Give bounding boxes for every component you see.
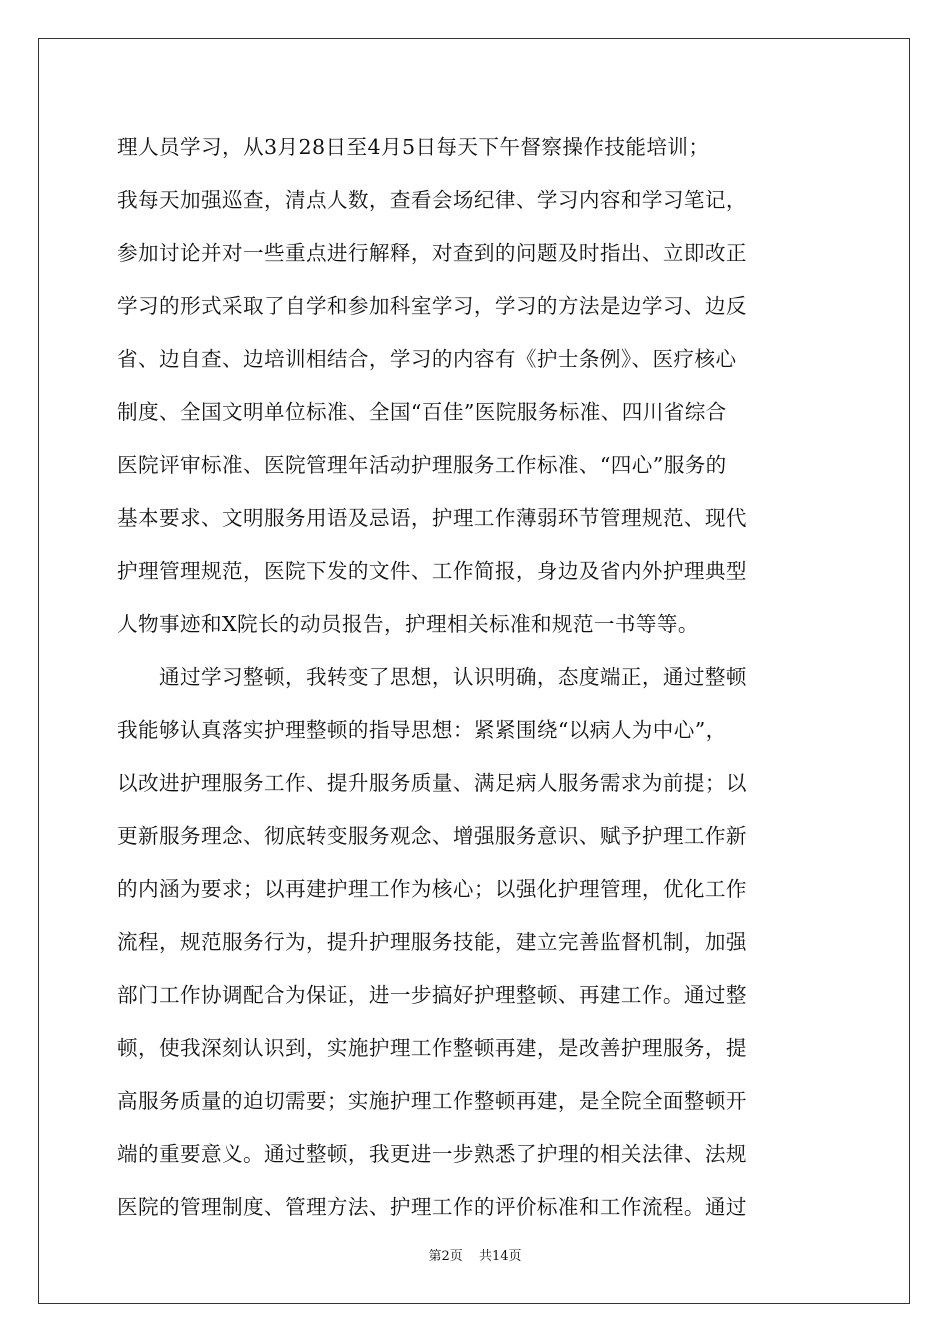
text-line: 的内涵为要求；以再建护理工作为核心；以强化护理管理，优化工作 [117,877,747,901]
page-number-total: 共14页 [478,1249,522,1264]
text-line: 以改进护理服务工作、提升服务质量、满足病人服务需求为前提；以 [117,771,747,795]
text-line: 省、边自查、边培训相结合，学习的内容有《护士条例》、医疗核心 [117,347,737,371]
page-number-current: 第2页 [428,1249,463,1264]
text-line: 制度、全国文明单位标准、全国“百佳”医院服务标准、四川省综合 [117,400,727,424]
text-line: 基本要求、文明服务用语及忌语，护理工作薄弱环节管理规范、现代 [117,506,747,530]
text-line: 顿，使我深刻认识到，实施护理工作整顿再建，是改善护理服务，提 [117,1036,747,1060]
text-line: 理人员学习，从3月28日至4月5日每天下午督察操作技能培训； [117,135,710,159]
text-line: 更新服务理念、彻底转变服务观念、增强服务意识、赋予护理工作新 [117,824,747,848]
text-line: 我每天加强巡查，清点人数，查看会场纪律、学习内容和学习笔记， [117,188,747,212]
text-line: 流程，规范服务行为，提升护理服务技能，建立完善监督机制，加强 [117,930,747,954]
text-line: 高服务质量的迫切需要；实施护理工作整顿再建，是全院全面整顿开 [117,1089,747,1113]
page-footer [0,1248,950,1266]
text-line: 我能够认真落实护理整顿的指导思想：紧紧围绕“以病人为中心”， [117,718,727,742]
text-line: 参加讨论并对一些重点进行解释，对查到的问题及时指出、立即改正 [117,241,747,265]
text-line: 端的重要意义。通过整顿，我更进一步熟悉了护理的相关法律、法规 [117,1142,747,1166]
text-line: 护理管理规范，医院下发的文件、工作简报，身边及省内外护理典型 [117,559,747,583]
text-line: 部门工作协调配合为保证，进一步搞好护理整顿、再建工作。通过整 [117,983,747,1007]
text-line: 人物事迹和X院长的动员报告，护理相关标准和规范一书等等。 [117,612,699,636]
text-line: 学习的形式采取了自学和参加科室学习，学习的方法是边学习、边反 [117,294,747,318]
text-line: 医院评审标准、医院管理年活动护理服务工作标准、“四心”服务的 [117,453,727,477]
text-line: 医院的管理制度、管理方法、护理工作的评价标准和工作流程。通过 [117,1195,747,1219]
text-line: 通过学习整顿，我转变了思想，认识明确，态度端正，通过整顿 [117,665,747,689]
